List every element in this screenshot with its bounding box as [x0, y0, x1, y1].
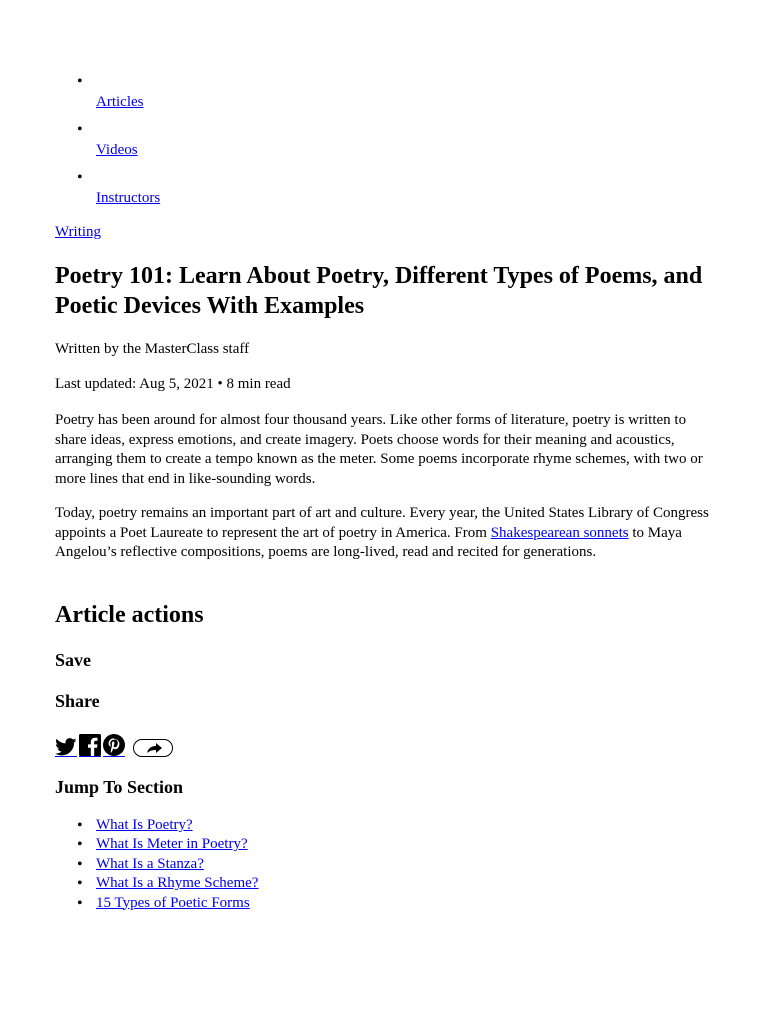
toc-link-poetic-forms[interactable]: 15 Types of Poetic Forms: [96, 894, 250, 911]
toc-link-rhyme-scheme[interactable]: What Is a Rhyme Scheme?: [96, 875, 259, 892]
toc-link-meter[interactable]: What Is Meter in Poetry?: [96, 836, 248, 853]
article-updated: Last updated: Aug 5, 2021 • 8 min read: [55, 376, 291, 392]
twitter-icon: [55, 738, 77, 756]
facebook-share-link[interactable]: [79, 734, 101, 757]
article-actions-heading: Article actions: [55, 602, 204, 628]
share-arrow-icon: [134, 740, 172, 756]
list-item: [96, 894, 258, 913]
breadcrumb-writing[interactable]: Writing: [55, 224, 102, 240]
share-icons: [55, 729, 173, 757]
save-button[interactable]: Save: [55, 650, 91, 670]
nav-link-videos[interactable]: Videos: [96, 142, 138, 158]
article-byline: Written by the MasterClass staff: [55, 341, 250, 357]
bullet: •: [77, 73, 83, 90]
list-item: [96, 816, 258, 835]
paragraph-text: to Maya Angelou’s reflective compositions, poems are long-lived, read and recited for generations.: [55, 524, 682, 560]
article-paragraph-2: [55, 504, 720, 563]
toc-link-what-is-poetry[interactable]: What Is Poetry?: [96, 817, 193, 833]
article-title: Poetry 101: Learn About Poetry, Different Types of Poems, and Poetic Devices With Examples: [55, 263, 703, 319]
table-of-contents: [96, 816, 258, 913]
list-item: [96, 835, 258, 854]
nav-link-articles[interactable]: Articles: [96, 94, 144, 110]
twitter-share-link[interactable]: [55, 738, 77, 757]
bullet: •: [77, 169, 83, 186]
list-item: [96, 874, 258, 893]
pinterest-share-link[interactable]: [103, 734, 125, 757]
paragraph-text: Today, poetry remains an important part of art and culture. Every year, the United States Library of Congress appoints a Poet Laureate to represent the art of poetry in America. From: [55, 505, 709, 541]
share-heading: Share: [55, 691, 100, 711]
article-paragraph-1: Poetry has been around for almost four thousand years. Like other forms of literature, poetry is written to share ideas, express emotions, and create imagery. Poets choose words for their meaning and acoustics, arranging them to create a tempo known as the meter. Some poems incorporate rhyme schemes, with two or more lines that end in like-sounding words.: [55, 412, 703, 487]
bullet: •: [77, 121, 83, 138]
pinterest-icon: [103, 734, 125, 756]
jump-to-section-heading: Jump To Section: [55, 777, 184, 797]
toc-link-stanza[interactable]: What Is a Stanza?: [96, 855, 204, 872]
list-item: [96, 855, 258, 874]
nav-link-instructors[interactable]: Instructors: [96, 190, 161, 206]
shakespearean-sonnets-link[interactable]: Shakespearean sonnets: [490, 524, 629, 541]
facebook-icon: [79, 734, 101, 756]
share-button[interactable]: [133, 739, 173, 757]
